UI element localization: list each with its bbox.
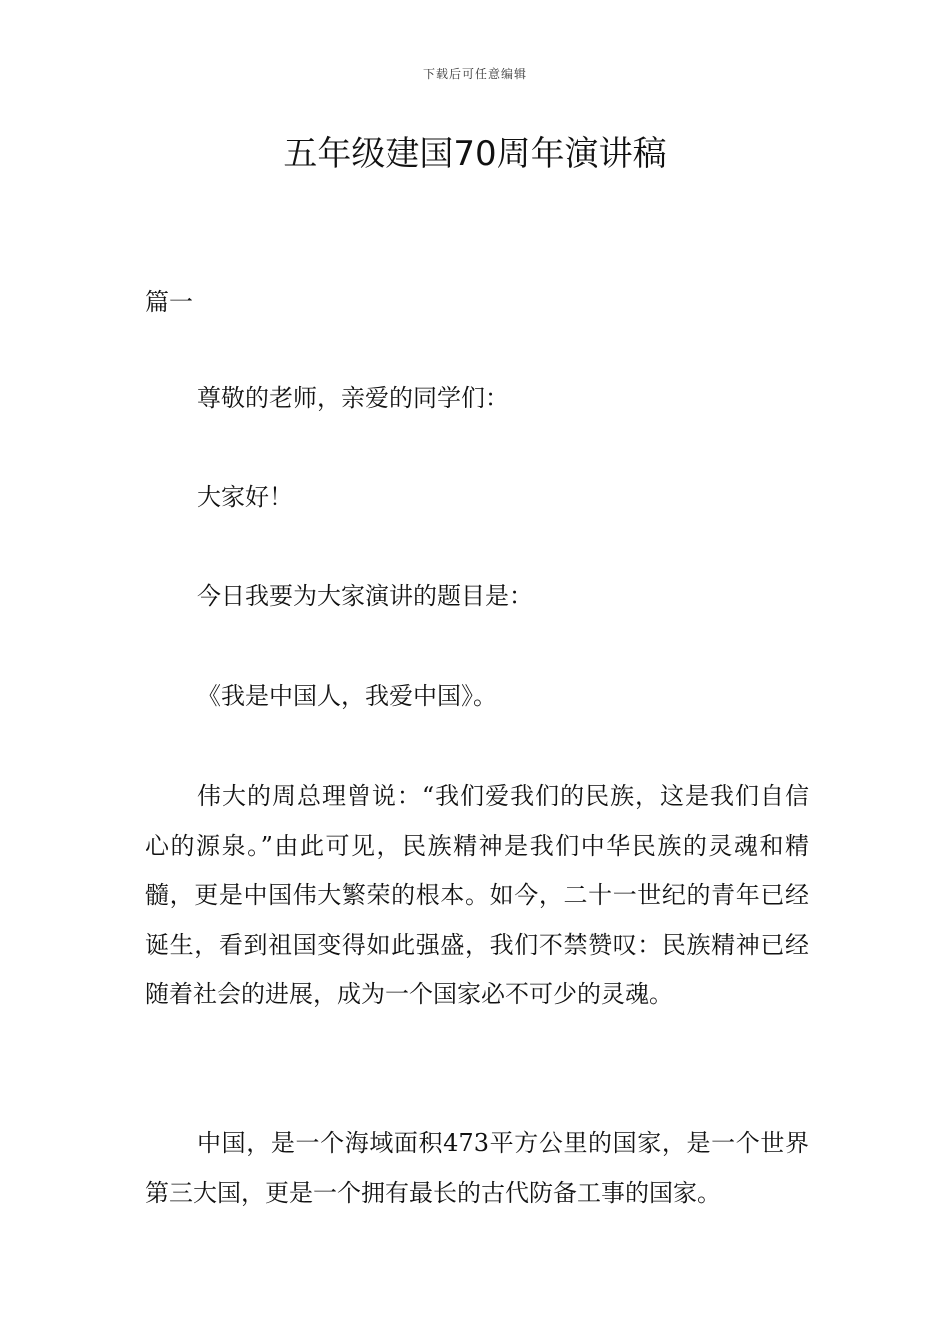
paragraph-topic-intro: 今日我要为大家演讲的题目是： — [197, 582, 533, 610]
page-title: 五年级建国70周年演讲稿 — [283, 134, 667, 174]
header-note: 下载后可任意编辑 — [422, 67, 527, 81]
section-label: 篇一 — [145, 288, 193, 316]
paragraph-body-1: 伟大的周总理曾说：“我们爱我们的民族，这是我们自信心的源泉。”由此可见，民族精神是我们中华民族的灵魂和精髓，更是中国伟大繁荣的根本。如今，二十一世纪的青年已经诞生，看到祖国变得如此强盛，我们不禁赞叹：民族精神已经随着社会的进展，成为一个国家必不可少的灵魂。 — [145, 782, 809, 1008]
paragraph-topic: 《我是中国人，我爱中国》。 — [197, 682, 497, 710]
paragraph-hello: 大家好！ — [197, 483, 293, 511]
paragraph-greeting: 尊敬的老师，亲爱的同学们： — [197, 384, 509, 412]
paragraph-body-2: 中国，是一个海域面积473平方公里的国家，是一个世界第三大国，更是一个拥有最长的古代防备工事的国家。 — [145, 1129, 809, 1207]
